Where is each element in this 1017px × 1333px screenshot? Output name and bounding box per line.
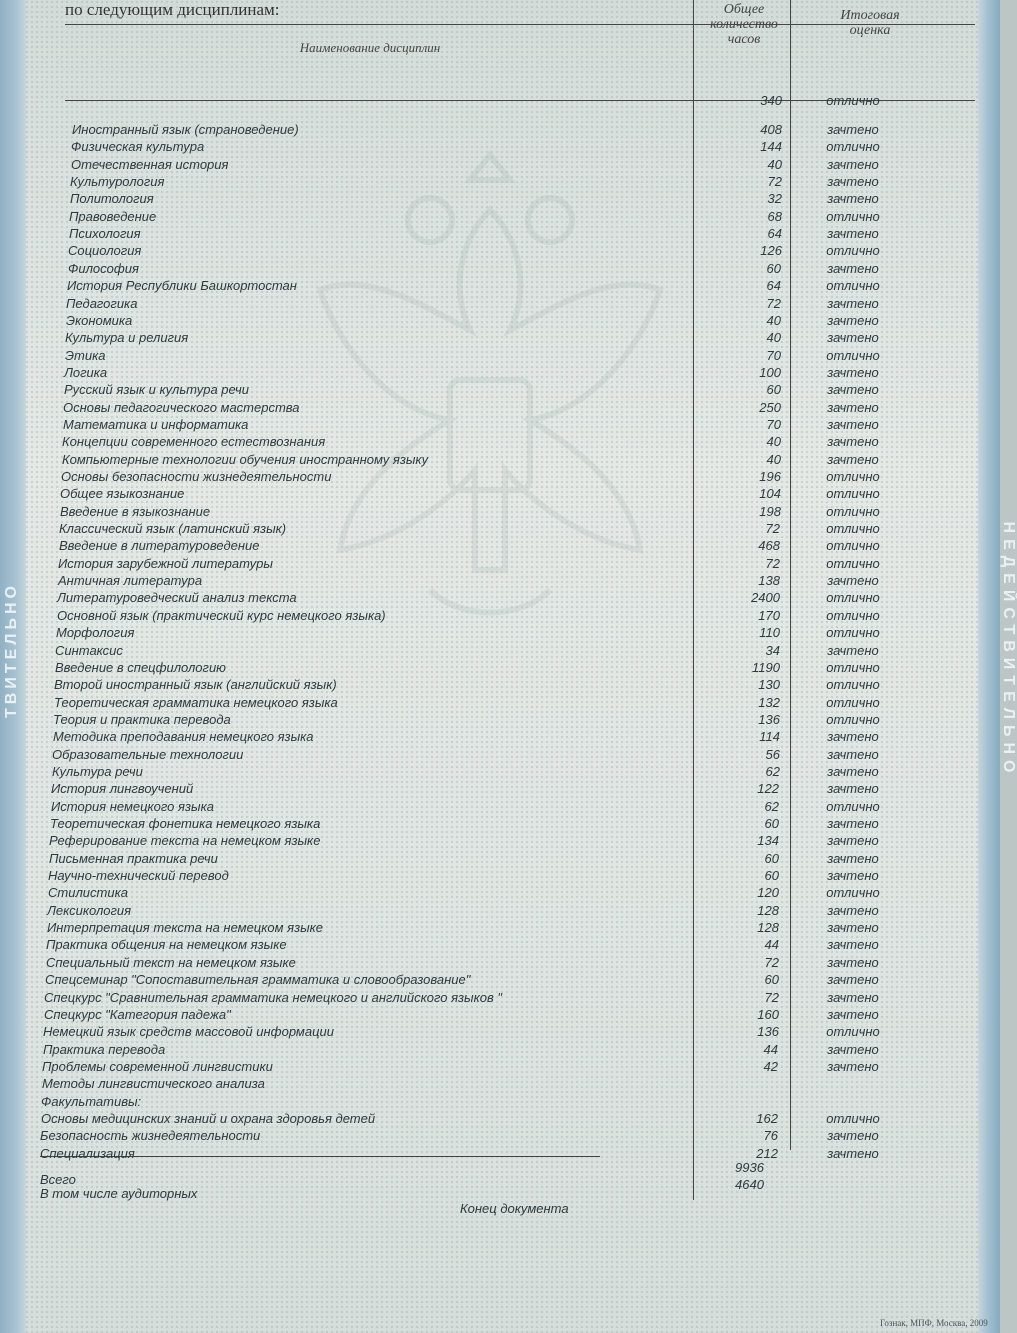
discipline-hours: 126 xyxy=(760,243,782,259)
discipline-hours: 32 xyxy=(767,191,782,207)
discipline-name: Образовательные технологии xyxy=(52,746,244,762)
discipline-grade: зачтено xyxy=(827,191,879,207)
discipline-name: Специализация xyxy=(40,1145,135,1161)
discipline-grade: зачтено xyxy=(827,399,879,415)
discipline-grade: зачтено xyxy=(827,781,879,797)
discipline-grade: зачтено xyxy=(827,833,879,849)
discipline-grade: зачтено xyxy=(827,226,879,242)
discipline-grade: отлично xyxy=(826,208,880,224)
discipline-hours: 40 xyxy=(767,156,782,172)
discipline-name: Введение в спецфилологию xyxy=(55,659,226,675)
discipline-grade: зачтено xyxy=(827,937,879,953)
discipline-grade: зачтено xyxy=(827,174,879,190)
discipline-name: Математика и информатика xyxy=(63,416,249,432)
discipline-hours: 76 xyxy=(763,1128,778,1144)
discipline-grade: зачтено xyxy=(827,763,879,779)
discipline-name: Лексикология xyxy=(47,902,132,918)
discipline-name: Введение в литературоведение xyxy=(59,538,260,554)
total-label: Всего xyxy=(40,1172,76,1187)
discipline-hours: 72 xyxy=(767,174,782,190)
discipline-hours: 100 xyxy=(759,364,781,380)
discipline-hours: 1190 xyxy=(752,659,780,675)
discipline-name: Проблемы современной лингвистики xyxy=(42,1058,273,1074)
discipline-hours: 132 xyxy=(758,694,780,710)
discipline-name: Общее языкознание xyxy=(60,486,185,502)
discipline-name: Спецкурс "Сравнительная грамматика немецкого и английского языков " xyxy=(44,989,502,1005)
discipline-name: Спецкурс "Категория падежа" xyxy=(44,1006,231,1022)
discipline-hours: 70 xyxy=(766,347,781,363)
discipline-grade: отлично xyxy=(826,798,880,814)
discipline-hours: 60 xyxy=(764,868,779,884)
discipline-hours: 120 xyxy=(757,885,779,901)
discipline-name: Введение в языкознание xyxy=(60,503,211,519)
intro-text: по следующим дисциплинам: xyxy=(65,0,280,19)
discipline-grade: зачтено xyxy=(827,312,879,328)
discipline-name: Реферирование текста на немецком языке xyxy=(49,833,321,849)
discipline-grade: зачтено xyxy=(827,1145,879,1161)
auditory-label: В том числе аудиторных xyxy=(40,1186,198,1201)
discipline-grade: зачтено xyxy=(827,156,879,172)
discipline-name: Иностранный язык (страноведение) xyxy=(72,122,299,137)
discipline-name: Научно-технический перевод xyxy=(48,868,229,884)
discipline-hours: 60 xyxy=(764,816,779,831)
discipline-grade: отлично xyxy=(826,607,880,623)
discipline-hours: 136 xyxy=(758,711,780,727)
discipline-name: Концепции современного естествознания xyxy=(62,434,326,450)
discipline-hours: 130 xyxy=(758,677,780,693)
discipline-hours: 114 xyxy=(759,729,780,745)
discipline-hours: 160 xyxy=(757,1006,779,1022)
discipline-grade: зачтено xyxy=(827,868,879,884)
discipline-grade: отлично xyxy=(826,555,880,571)
discipline-hours: 68 xyxy=(767,208,782,224)
discipline-hours: 40 xyxy=(766,434,781,450)
discipline-name: Немецкий язык средств массовой информации xyxy=(43,1024,334,1040)
discipline-name: История немецкого языка xyxy=(51,798,214,814)
discipline-grade: зачтено xyxy=(827,573,879,589)
discipline-name: Второй иностранный язык (английский язык) xyxy=(54,677,337,693)
discipline-grade: отлично xyxy=(826,885,880,901)
discipline-hours: 60 xyxy=(764,972,779,988)
discipline-grade: зачтено xyxy=(827,295,879,311)
discipline-name: Культура и религия xyxy=(65,330,189,346)
discipline-hours: 72 xyxy=(765,521,780,537)
discipline-hours: 56 xyxy=(765,746,780,762)
discipline-hours: 44 xyxy=(764,937,779,953)
discipline-hours: 136 xyxy=(757,1024,779,1040)
discipline-grade: отлично xyxy=(826,625,880,641)
discipline-grade: отлично xyxy=(826,139,880,155)
discipline-name: Физическая культура xyxy=(71,139,205,155)
discipline-grade: зачтено xyxy=(827,364,879,380)
row-hours: 340 xyxy=(760,93,782,108)
discipline-hours: 196 xyxy=(759,469,781,484)
discipline-name: Философия xyxy=(68,260,139,276)
discipline-name: Основы безопасности жизнедеятельности xyxy=(61,469,332,484)
discipline-grade: отлично xyxy=(826,486,880,502)
discipline-grade: зачтено xyxy=(827,642,879,658)
discipline-hours: 40 xyxy=(766,451,781,467)
discipline-hours: 170 xyxy=(758,607,780,623)
discipline-name: Стилистика xyxy=(48,885,128,901)
discipline-hours: 60 xyxy=(766,260,781,276)
discipline-hours: 62 xyxy=(765,763,780,779)
discipline-name: Экономика xyxy=(66,312,133,328)
discipline-hours: 40 xyxy=(766,312,781,328)
discipline-grade: отлично xyxy=(826,1110,880,1126)
discipline-grade: отлично xyxy=(826,538,880,554)
discipline-grade: зачтено xyxy=(827,989,879,1005)
discipline-grade: отлично xyxy=(826,521,880,537)
discipline-grade: зачтено xyxy=(827,260,879,276)
discipline-grade: зачтено xyxy=(827,902,879,918)
discipline-name: Практика общения на немецком языке xyxy=(46,937,287,953)
discipline-hours: 72 xyxy=(766,295,781,311)
discipline-hours: 2400 xyxy=(751,590,780,606)
discipline-hours: 408 xyxy=(760,122,782,137)
discipline-grade: отлично xyxy=(826,677,880,693)
discipline-hours: 468 xyxy=(758,538,780,554)
column-header-grade: Итоговая оценка xyxy=(840,8,900,38)
discipline-grade: зачтено xyxy=(827,920,879,936)
end-of-document: Конец документа xyxy=(460,1201,569,1216)
discipline-hours: 60 xyxy=(766,382,781,398)
column-header-hours: Общее количество часов xyxy=(710,2,778,47)
discipline-grade: зачтено xyxy=(827,1006,879,1022)
discipline-name: Письменная практика речи xyxy=(49,850,218,866)
discipline-name: Основы педагогического мастерства xyxy=(63,399,300,415)
discipline-grade: зачтено xyxy=(827,850,879,866)
discipline-name: Педагогика xyxy=(66,295,138,311)
discipline-name: Античная литература xyxy=(58,573,203,589)
discipline-grade: отлично xyxy=(826,278,880,294)
discipline-name: Спецсеминар "Сопоставительная грамматика и словообразование" xyxy=(45,972,471,988)
discipline-hours: 134 xyxy=(757,833,779,849)
discipline-hours: 72 xyxy=(764,989,779,1005)
discipline-name: Методика преподавания немецкого языка xyxy=(53,729,314,745)
discipline-name: Логика xyxy=(64,364,108,380)
discipline-grade: зачтено xyxy=(827,122,879,137)
discipline-grade: отлично xyxy=(826,503,880,519)
discipline-name: Теоретическая грамматика немецкого языка xyxy=(54,694,338,710)
discipline-hours: 250 xyxy=(759,399,781,415)
discipline-name: Основной язык (практический курс немецкого языка) xyxy=(57,607,386,623)
discipline-name: Факультативы: xyxy=(41,1093,142,1109)
discipline-grade: зачтено xyxy=(827,451,879,467)
discipline-grade: зачтено xyxy=(827,1041,879,1057)
discipline-grade: зачтено xyxy=(827,729,879,745)
discipline-grade: зачтено xyxy=(827,816,879,831)
discipline-hours: 70 xyxy=(766,416,781,432)
discipline-name: Компьютерные технологии обучения иностранному языку xyxy=(62,451,429,467)
discipline-grade: отлично xyxy=(826,694,880,710)
discipline-hours: 72 xyxy=(765,555,780,571)
discipline-grade: отлично xyxy=(826,590,880,606)
discipline-hours: 44 xyxy=(763,1041,778,1057)
discipline-hours: 42 xyxy=(763,1058,778,1074)
discipline-hours: 138 xyxy=(758,573,780,589)
discipline-grade: зачтено xyxy=(827,746,879,762)
discipline-grade: зачтено xyxy=(827,972,879,988)
discipline-hours: 128 xyxy=(757,920,779,936)
discipline-hours: 72 xyxy=(764,954,779,970)
discipline-grade: отлично xyxy=(826,711,880,727)
discipline-name: Литературоведческий анализ текста xyxy=(57,590,297,606)
discipline-name: История лингвоучений xyxy=(51,781,194,797)
discipline-grade: зачтено xyxy=(827,330,879,346)
discipline-grade: отлично xyxy=(826,347,880,363)
printer-footer: Гознак, МПФ, Москва, 2009 xyxy=(880,1318,988,1328)
discipline-hours: 144 xyxy=(760,139,782,155)
discipline-grade: зачтено xyxy=(827,954,879,970)
discipline-name: Теория и практика перевода xyxy=(53,711,231,727)
discipline-hours: 110 xyxy=(759,625,780,641)
discipline-hours: 40 xyxy=(766,330,781,346)
total-hours: 9936 xyxy=(735,1160,764,1175)
discipline-hours: 62 xyxy=(764,798,779,814)
discipline-grade: зачтено xyxy=(827,382,879,398)
discipline-name: Правоведение xyxy=(69,208,157,224)
discipline-name: Синтаксис xyxy=(55,642,123,658)
discipline-hours: 104 xyxy=(759,486,781,502)
discipline-hours: 198 xyxy=(759,503,781,519)
security-band-text-left: ТВИТЕЛЬНО xyxy=(3,582,20,718)
discipline-grade: зачтено xyxy=(827,1128,879,1144)
discipline-name: История зарубежной литературы xyxy=(58,555,273,571)
discipline-hours: 64 xyxy=(766,278,781,294)
discipline-name: История Республики Башкортостан xyxy=(67,278,297,294)
row-grade: отлично xyxy=(826,93,880,108)
discipline-hours: 122 xyxy=(757,781,779,797)
discipline-name: Политология xyxy=(70,191,154,207)
discipline-name: Интерпретация текста на немецком языке xyxy=(47,920,324,936)
discipline-hours: 64 xyxy=(767,226,782,242)
discipline-name: Теоретическая фонетика немецкого языка xyxy=(50,816,321,831)
discipline-name: Методы лингвистического анализа xyxy=(42,1076,265,1092)
discipline-grade: отлично xyxy=(826,1024,880,1040)
discipline-name: Безопасность жизнедеятельности xyxy=(40,1128,261,1144)
discipline-name: Культура речи xyxy=(52,763,143,779)
discipline-hours: 212 xyxy=(756,1145,778,1161)
column-header-name: Наименование дисциплин xyxy=(299,40,441,55)
discipline-name: Классический язык (латинский язык) xyxy=(59,521,287,537)
discipline-grade: отлично xyxy=(826,659,880,675)
discipline-hours: 60 xyxy=(764,850,779,866)
discipline-name: Морфология xyxy=(56,625,135,641)
discipline-name: Русский язык и культура речи xyxy=(64,382,249,398)
discipline-name: Специальный текст на немецком языке xyxy=(46,954,296,970)
discipline-name: Отечественная история xyxy=(71,156,229,172)
discipline-name: Психология xyxy=(69,226,141,242)
discipline-name: Этика xyxy=(65,347,106,363)
discipline-name: Социология xyxy=(68,243,142,259)
discipline-hours: 128 xyxy=(757,902,779,918)
discipline-grade: отлично xyxy=(826,469,880,484)
discipline-grade: отлично xyxy=(826,243,880,259)
discipline-grade: зачтено xyxy=(827,434,879,450)
discipline-hours: 34 xyxy=(765,642,780,658)
discipline-name: Практика перевода xyxy=(43,1041,166,1057)
auditory-hours: 4640 xyxy=(735,1177,764,1192)
discipline-grade: зачтено xyxy=(827,1058,879,1074)
security-band-text-right: НЕДЕЙСТВИТЕЛЬНО xyxy=(1000,521,1017,779)
discipline-grade: зачтено xyxy=(827,416,879,432)
discipline-name: Основы медицинских знаний и охрана здоровья детей xyxy=(41,1110,376,1126)
discipline-hours: 162 xyxy=(756,1110,778,1126)
discipline-name: Культурология xyxy=(70,174,165,190)
